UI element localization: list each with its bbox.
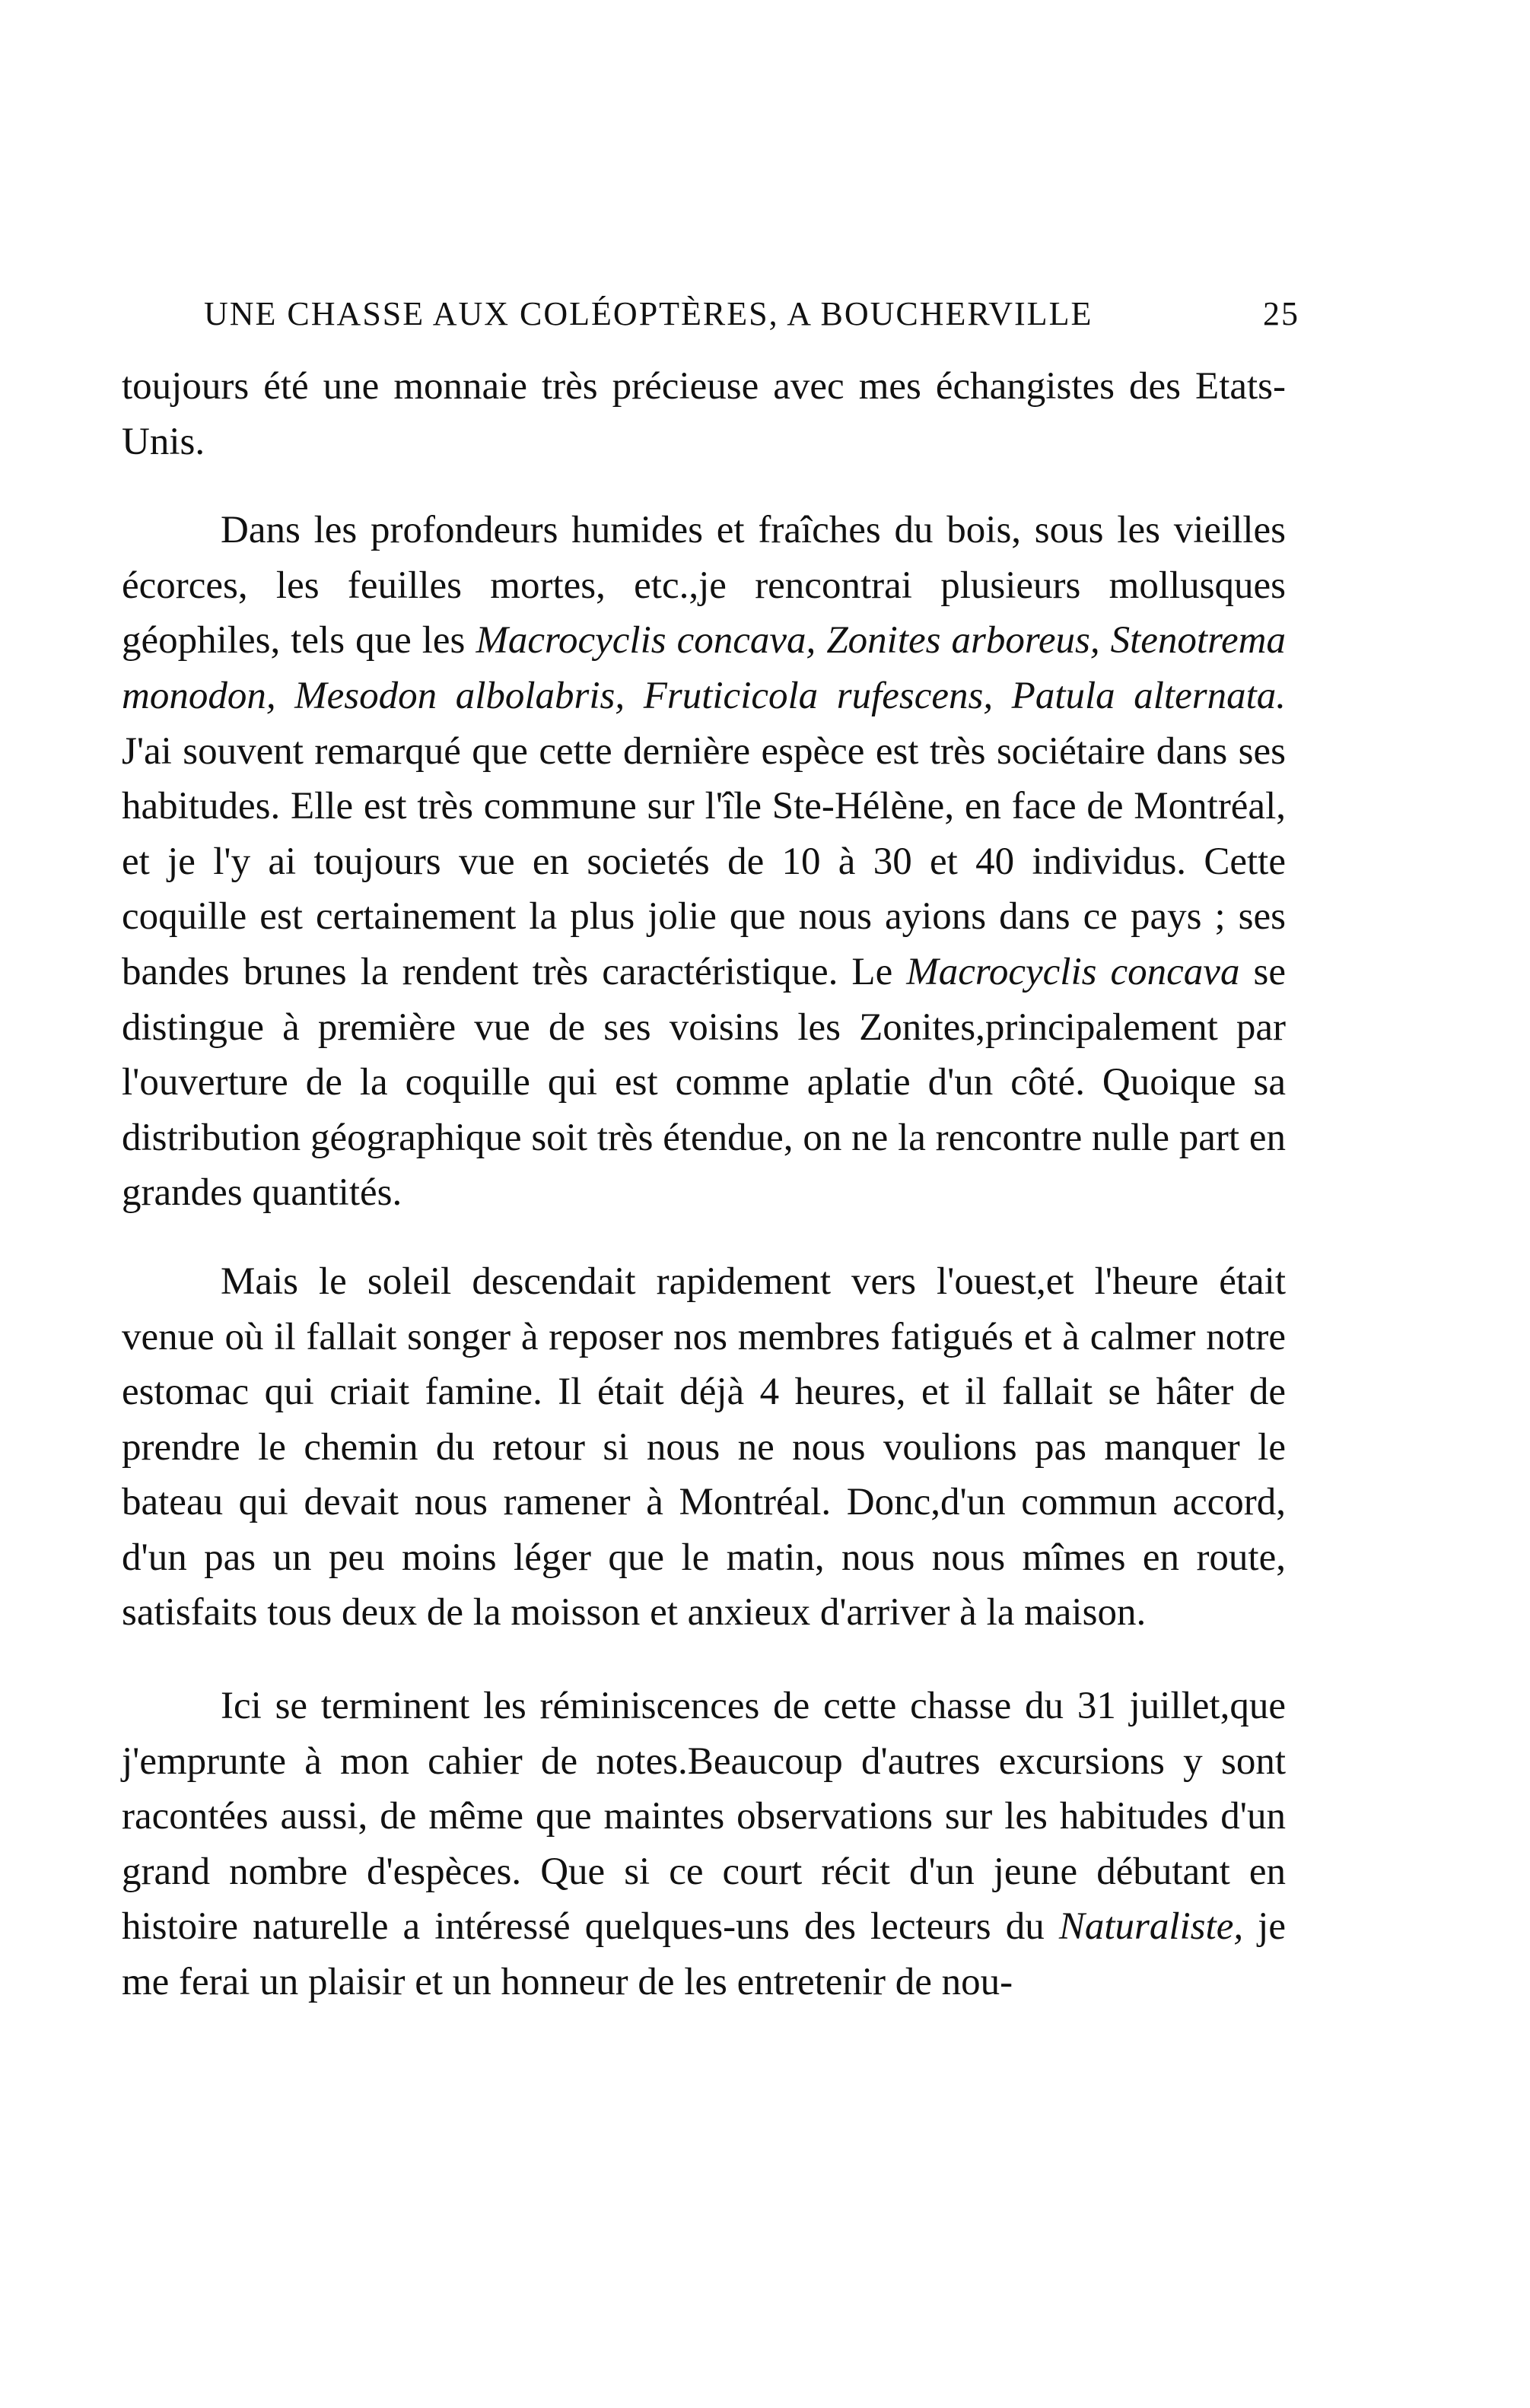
paragraph-2 [122, 503, 1286, 1221]
italic-text: Macrocyclis concava, Zonites arboreus, Stenotrema monodon, Mesodon albolabris, Fruticicola rufescens, Patula alternata. [122, 619, 1286, 717]
text-segment: toujours été une monnaie très précieuse avec mes échangistes des Etats-Unis. [122, 365, 1286, 463]
text-segment: Ici se terminent les réminiscences de cette chasse du 31 juillet,que j'emprunte à mon cahier de notes.Beaucoup d'autres excursions y sont racontées aussi, de même que maintes observations sur les habitudes d'un grand nombre d'espèces. Que si ce court récit d'un jeune débutant en histoire naturelle a intéressé quelques-uns des lecteurs du [122, 1685, 1286, 1949]
running-title: UNE CHASSE AUX COLÉOPTÈRES, A BOUCHERVILLE [204, 295, 1093, 332]
running-head [204, 287, 1299, 341]
text-segment: Mais le soleil descendait rapidement vers l'ouest,et l'heure était venue où il fallait songer à reposer nos membres fatigués et à calmer notre estomac qui criait famine. Il était déjà 4 heures, et il fallait se hâter de prendre le chemin du retour si nous ne nous voulions pas manquer le bateau qui devait nous ramener à Montréal. Donc,d'un commun accord, d'un pas un peu moins léger que le matin, nous nous mîmes en route, satisfaits tous deux de la moisson et anxieux d'arriver à la maison. [122, 1260, 1286, 1634]
italic-text: Naturaliste, [1058, 1905, 1244, 1949]
text-segment: se distingue à première vue de ses voisins les Zonites,principalement par l'ouverture de la coquille qui est comme aplatie d'un côté. Quoique sa distribution géographique soit très étendue, on ne la rencontre nulle part en grandes quantités. [122, 950, 1287, 1215]
text-segment: J'ai souvent remarqué que cette dernière espèce est très sociétaire dans ses habitudes. Elle est très commune sur l'île Ste-Hélène, en face de Montréal, et je l'y ai toujours vue en societés de 10 à 30 et 40 individus. Cette coquille est certainement la plus jolie que nous ayions dans ce pays ; ses bandes brunes la rendent très caractéristique. Le [122, 729, 1286, 993]
italic-text: Macrocyclis concava [906, 950, 1240, 993]
paragraph-gap [122, 1221, 1286, 1254]
paragraph-gap [122, 1641, 1286, 1679]
paragraph-3 [122, 1254, 1286, 1641]
text-segment: je me ferai un plaisir et un honneur de les entretenir de nou- [122, 1905, 1286, 2004]
paragraph-1 [122, 359, 1286, 469]
text-segment: Dans les profondeurs humides et fraîches du bois, sous les vieilles écorces, les feuilles mortes, etc.,je rencontrai plusieurs mollusques géophiles, tels que les [122, 509, 1286, 662]
page-number: 25 [1263, 295, 1299, 332]
paragraph-4 [122, 1679, 1286, 2010]
paragraph-gap [122, 469, 1286, 503]
body-text [122, 359, 1286, 2010]
